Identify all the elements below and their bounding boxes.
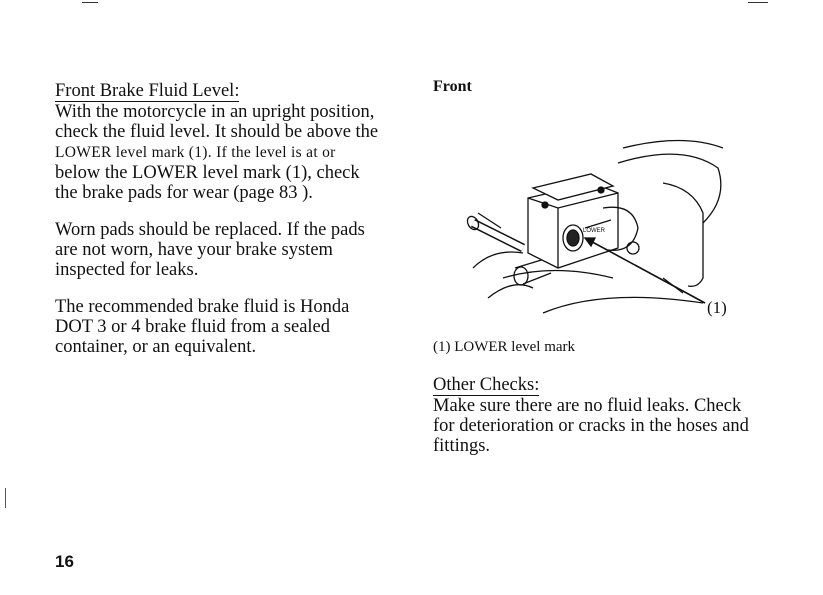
margin-tick [5, 488, 6, 508]
other-checks-heading: Other Checks: [433, 375, 540, 395]
svg-text:LOWER: LOWER [583, 228, 606, 234]
para2-line2: are not worn, have your brake system [55, 240, 333, 260]
para2-line1: Worn pads should be replaced. If the pads [55, 220, 365, 240]
para3-line2: DOT 3 or 4 brake fluid from a sealed [55, 317, 331, 337]
brake-reservoir-illustration [433, 128, 733, 328]
left-column [55, 82, 397, 357]
para1-line1: With the motorcycle in an upright position, [55, 102, 375, 122]
para1-line3: LOWER level mark (1). If the level is at or [55, 144, 336, 161]
crop-mark-right [748, 2, 768, 3]
worn-pads-paragraph [55, 220, 397, 280]
figure-label: Front [433, 78, 472, 95]
other-line3: fittings. [433, 436, 491, 456]
callout-1: (1) [707, 298, 727, 317]
other-checks-paragraph [433, 396, 778, 456]
fluid-level-paragraph [55, 102, 397, 203]
other-checks-section [433, 376, 778, 456]
brake-fluid-paragraph [55, 297, 397, 357]
para1-line2: check the fluid level. It should be above the [55, 122, 379, 142]
para3-line3: container, or an equivalent. [55, 337, 257, 357]
front-brake-fluid-heading: Front Brake Fluid Level: [55, 81, 240, 101]
crop-mark-left [82, 2, 98, 3]
para3-line1: The recommended brake fluid is Honda [55, 297, 350, 317]
para2-line3: inspected for leaks. [55, 260, 199, 280]
para1-line5: the brake pads for wear (page 83 ). [55, 183, 313, 203]
other-line1: Make sure there are no fluid leaks. Check [433, 396, 742, 416]
page-number: 16 [55, 552, 74, 571]
other-line2: for deterioration or cracks in the hoses and [433, 416, 749, 436]
para1-line4: below the LOWER level mark (1), check [55, 163, 360, 183]
figure-header [433, 78, 778, 96]
figure-caption: (1) LOWER level mark [433, 339, 576, 355]
